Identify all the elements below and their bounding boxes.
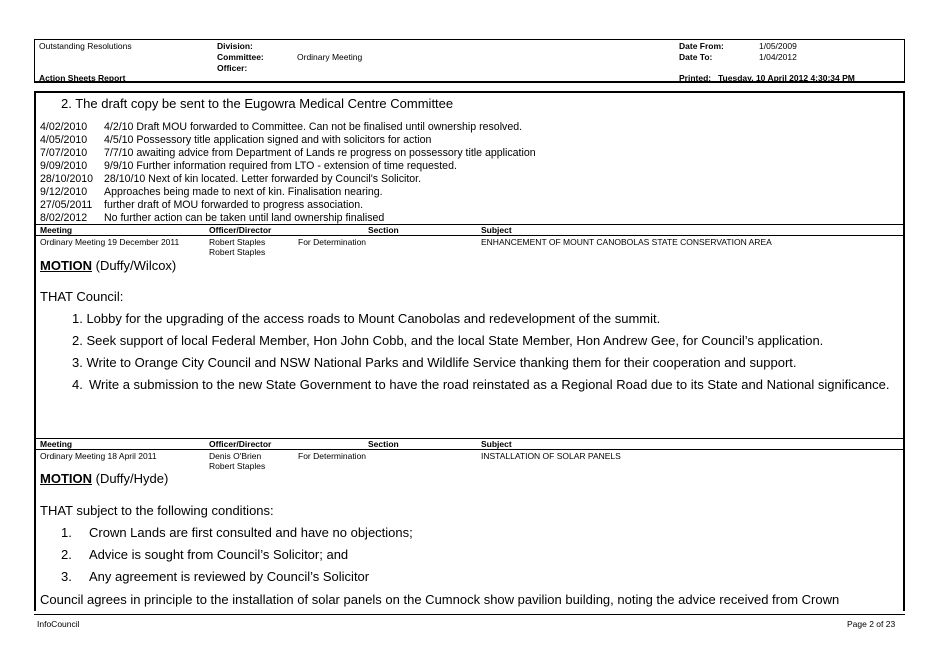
record-officer: Denis O'Brien [209,451,262,461]
condition-text: Crown Lands are first consulted and have no objections; [89,525,413,540]
condition-text: Any agreement is reviewed by Council’s Solicitor [89,569,370,584]
motion-label: MOTION [40,258,92,273]
motion-heading [40,471,168,487]
log-text: 4/5/10 Possessory title application signed and with solicitors for action [104,134,432,146]
record-director: Robert Staples [209,461,266,471]
log-date: 9/09/2010 [40,160,88,172]
footer-brand: InfoCouncil [37,619,80,629]
log-text: 28/10/10 Next of kin located. Letter forwarded by Council's Solicitor. [104,173,422,185]
record-officer: Robert Staples [209,237,266,247]
log-date: 9/12/2010 [40,186,88,198]
section-column-header: Section [368,439,399,449]
log-text: 4/2/10 Draft MOU forwarded to Committee. Can not be finalised until ownership resolved. [104,121,523,133]
resolution-item: 2. The draft copy be sent to the Eugowra Medical Centre Committee [61,96,454,111]
motion-item: 2. Seek support of local Federal Member, Hon John Cobb, and the local State Member, Hon Andrew Gee, for Council’s application. [72,333,824,348]
record-director: Robert Staples [209,247,266,257]
table-header [36,438,903,450]
log-text: Approaches being made to next of kin. Finalisation nearing. [104,186,383,198]
officer-column-header: Officer/Director [209,439,272,449]
report-name: Outstanding Resolutions [39,41,132,51]
section-column-header: Section [368,225,399,235]
date-from-label: Date From: [679,41,724,51]
log-text: 9/9/10 Further information required from LTO - extension of time requested. [104,160,457,172]
subject-column-header: Subject [481,439,512,449]
committee-label: Committee: [217,52,264,62]
meeting-column-header: Meeting [40,439,73,449]
record-subject: INSTALLATION OF SOLAR PANELS [481,451,621,461]
report-header [34,39,905,83]
subject-column-header: Subject [481,225,512,235]
log-text: No further action can be taken until land ownership finalised [104,212,385,224]
condition-number: 3. [61,569,72,584]
printed-value: Tuesday, 10 April 2012 4:30:34 PM [718,73,855,83]
records-panel [34,91,905,611]
record-meeting: Ordinary Meeting 19 December 2011 [40,237,180,247]
motion-movers: (Duffy/Wilcox) [92,258,177,273]
page-number: Page 2 of 23 [847,619,896,629]
motion-item: 3. Write to Orange City Council and NSW National Parks and Wildlife Service thanking them for their cooperation and support. [72,355,797,370]
motion-preamble: THAT Council: [40,289,124,304]
officer-label: Officer: [217,63,248,73]
footer-rule [34,614,905,615]
division-label: Division: [217,41,253,51]
officer-column-header: Officer/Director [209,225,272,235]
motion-label: MOTION [40,471,92,486]
condition-number: 2. [61,547,72,562]
date-to-value: 1/04/2012 [759,52,797,62]
date-to-label: Date To: [679,52,713,62]
log-date: 8/02/2012 [40,212,88,224]
report-type: Action Sheets Report [39,73,126,83]
table-header [36,224,903,236]
date-from-value: 1/05/2009 [759,41,797,51]
resolution-text: Council agrees in principle to the installation of solar panels on the Cumnock show pavilion building, noting the advice received from Crown [40,592,840,607]
record-section: For Determination [298,237,367,247]
record-subject: ENHANCEMENT OF MOUNT CANOBOLAS STATE CONSERVATION AREA [481,237,772,247]
record-meeting: Ordinary Meeting 18 April 2011 [40,451,157,461]
log-date: 7/07/2010 [40,147,88,159]
motion-preamble: THAT subject to the following conditions: [40,503,274,518]
log-date: 28/10/2010 [40,173,94,185]
printed-label: Printed: [679,73,712,83]
motion-item-number: 4. [72,377,83,392]
committee-value: Ordinary Meeting [297,52,363,62]
condition-number: 1. [61,525,72,540]
log-text: further draft of MOU forwarded to progress association. [104,199,364,211]
motion-heading [40,258,176,274]
motion-movers: (Duffy/Hyde) [92,471,169,486]
motion-item: 1. Lobby for the upgrading of the access roads to Mount Canobolas and redevelopment of the summit. [72,311,661,326]
log-date: 4/05/2010 [40,134,88,146]
log-text: 7/7/10 awaiting advice from Department of Lands re progress on possessory title application [104,147,536,159]
record-section: For Determination [298,451,367,461]
log-date: 27/05/2011 [40,199,93,211]
motion-item: Write a submission to the new State Government to have the road reinstated as a Regional Road due to its State and National significance. [89,377,890,392]
log-date: 4/02/2010 [40,121,88,133]
condition-text: Advice is sought from Council’s Solicitor; and [89,547,349,562]
meeting-column-header: Meeting [40,225,73,235]
